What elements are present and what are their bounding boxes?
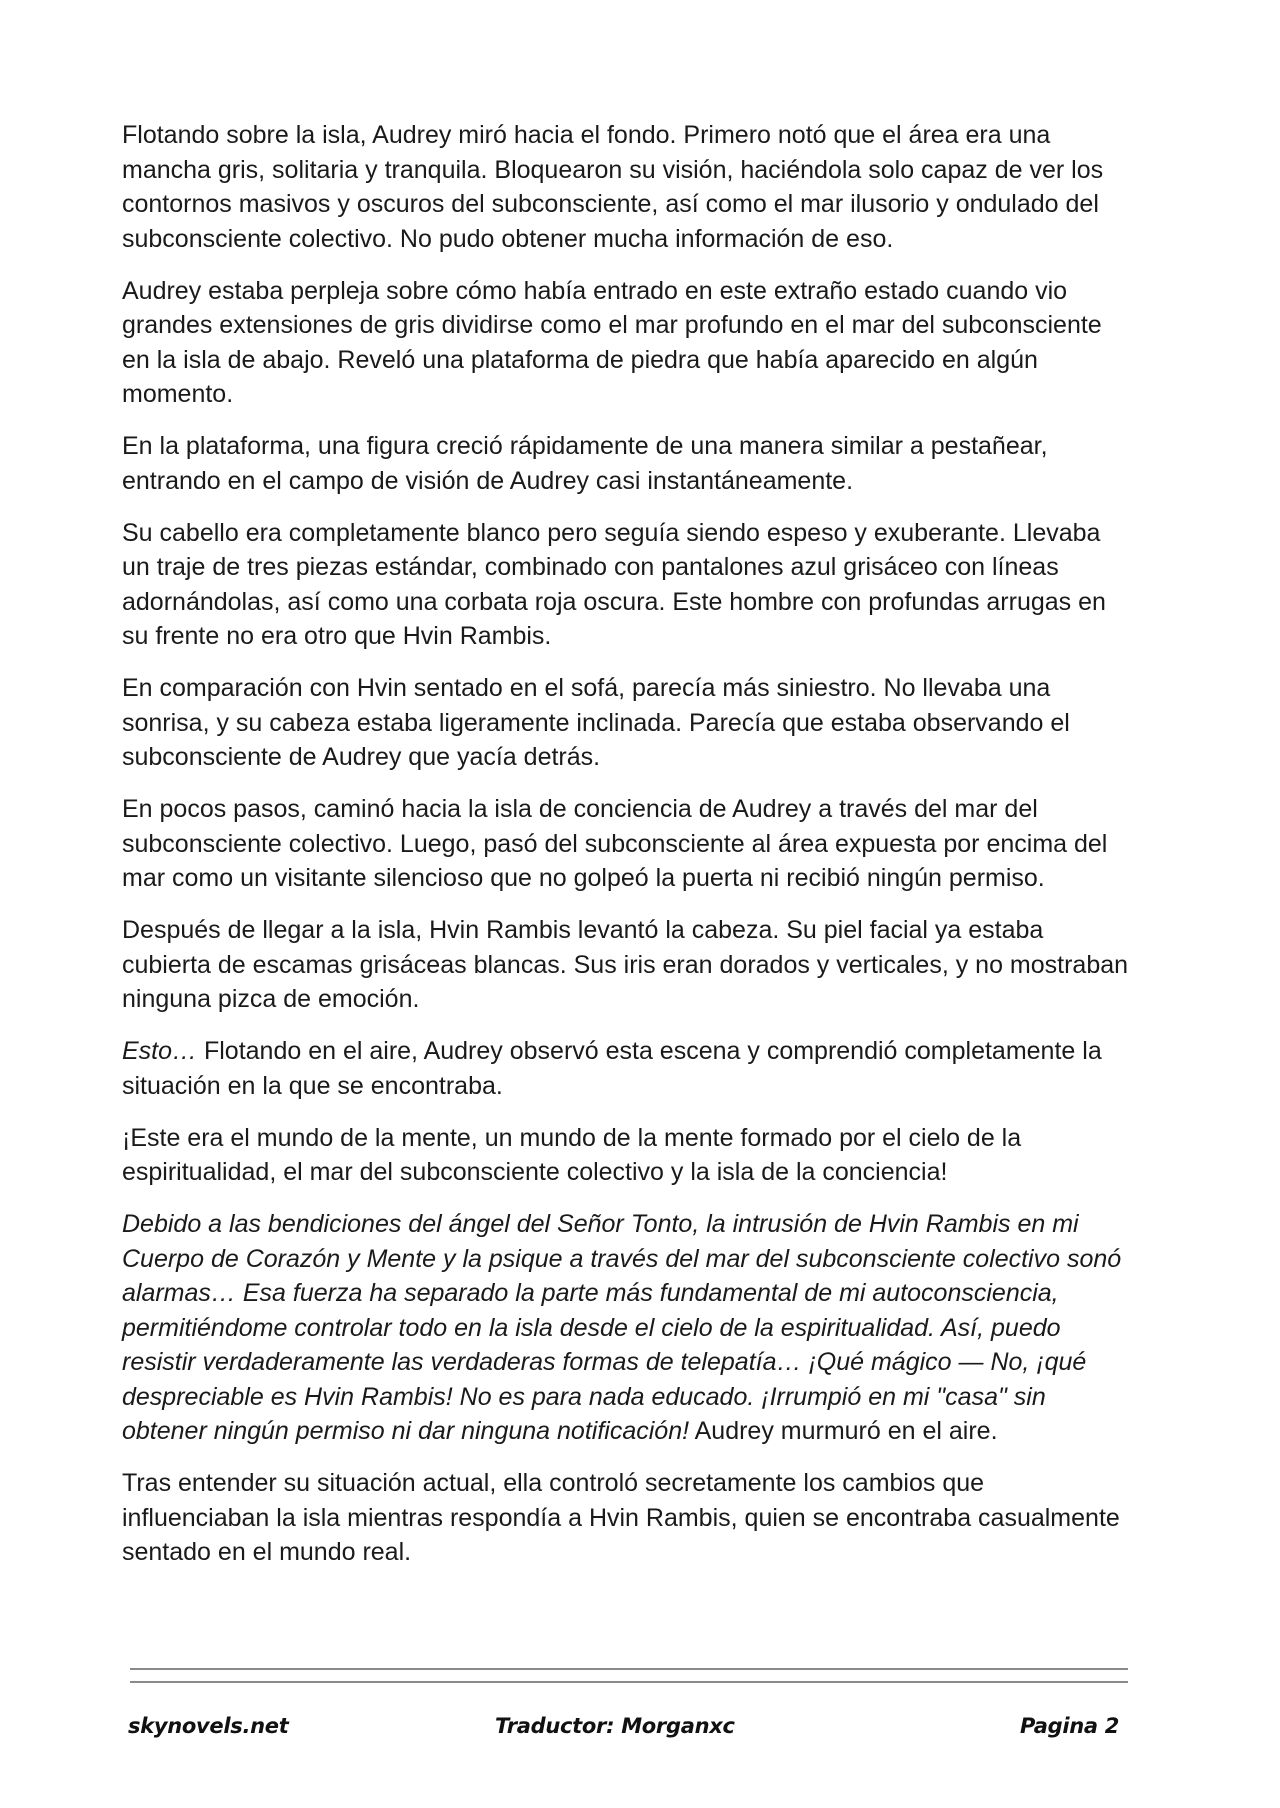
footer-translator: Traductor: Morganxc <box>495 1714 735 1738</box>
paragraph-3: En la plataforma, una figura creció rápidamente de una manera similar a pestañear, entrando en el campo de visión de Audrey casi instantáneamente. <box>122 432 1048 495</box>
paragraph-4: Su cabello era completamente blanco pero seguía siendo espeso y exuberante. Llevaba un traje de tres piezas estándar, combinado con pantalones azul grisáceo con líneas adornándolas, así como una corbata roja oscura. Este hombre con profundas arrugas en su frente no era otro que Hvin Rambis. <box>122 518 1106 650</box>
paragraph-6: En pocos pasos, caminó hacia la isla de conciencia de Audrey a través del mar del subconsciente colectivo. Luego, pasó del subconsciente al área expuesta por encima del mar como un visitante silencioso que no golpeó la puerta ni recibió ningún permiso. <box>122 795 1108 892</box>
footer-page-number: Pagina 2 <box>1020 1714 1120 1738</box>
footer-divider-bottom <box>130 1681 1128 1683</box>
paragraph-8: Esto… Flotando en el aire, Audrey observó esta escena y comprendió completamente la situación en la que se encontraba. <box>122 1037 1102 1100</box>
paragraph-2: Audrey estaba perpleja sobre cómo había entrado en este extraño estado cuando vio grandes extensiones de gris dividirse como el mar profundo en el mar del subconsciente en la isla de abajo. Reveló una plataforma de piedra que había aparecido en algún momento. <box>122 276 1102 408</box>
footer-divider-top <box>130 1668 1128 1670</box>
paragraph-7: Después de llegar a la isla, Hvin Rambis levantó la cabeza. Su piel facial ya estaba cubierta de escamas grisáceas blancas. Sus iris eran dorados y verticales, y no mostraban ninguna pizca de emoción. <box>122 916 1129 1013</box>
italic-thought: Esto… <box>122 1037 198 1065</box>
italic-thought: Debido a las bendiciones del ángel del Señor Tonto, la intrusión de Hvin Rambis en mi Cuerpo de Corazón y Mente y la psique a través del mar del subconsciente colectivo sonó alarmas… Esa fuerza ha separado la parte más fundamental de mi autoconsciencia, permitiéndome controlar todo en la isla desde el cielo de la espiritualidad. Así, puedo resistir verdaderamente las verdaderas formas de telepatía… ¡Qué mágico — No, ¡qué despreciable es Hvin Rambis! No es para nada educado. ¡Irrumpió en mi "casa" sin obtener ningún permiso ni dar ninguna notificación! <box>122 1210 1122 1445</box>
paragraph-5: En comparación con Hvin sentado en el sofá, parecía más siniestro. No llevaba una sonrisa, y su cabeza estaba ligeramente inclinada. Parecía que estaba observando el subconsciente de Audrey que yacía detrás. <box>122 674 1070 771</box>
paragraph-11: Tras entender su situación actual, ella controló secretamente los cambios que influenciaban la isla mientras respondía a Hvin Rambis, quien se encontraba casualmente sentado en el mundo real. <box>122 1469 1120 1566</box>
footer-site: skynovels.net <box>128 1714 289 1738</box>
paragraph-10: Debido a las bendiciones del ángel del Señor Tonto, la intrusión de Hvin Rambis en mi Cuerpo de Corazón y Mente y la psique a través del mar del subconsciente colectivo sonó alarmas… Esa fuerza ha separado la parte más fundamental de mi autoconsciencia, permitiéndome controlar todo en la isla desde el cielo de la espiritualidad. Así, puedo resistir verdaderamente las verdaderas formas de telepatía… ¡Qué mágico — No, ¡qué despreciable es Hvin Rambis! No es para nada educado. ¡Irrumpió en mi "casa" sin obtener ningún permiso ni dar ninguna notificación! Audrey murmuró en el aire. <box>122 1210 1122 1445</box>
paragraph-1: Flotando sobre la isla, Audrey miró hacia el fondo. Primero notó que el área era una mancha gris, solitaria y tranquila. Bloquearon su visión, haciéndola solo capaz de ver los contornos masivos y oscuros del subconsciente, así como el mar ilusorio y ondulado del subconsciente colectivo. No pudo obtener mucha información de eso. <box>122 121 1104 253</box>
paragraph-9: ¡Este era el mundo de la mente, un mundo de la mente formado por el cielo de la espiritualidad, el mar del subconsciente colectivo y la isla de la conciencia! <box>122 1123 1022 1186</box>
document-body <box>122 118 1134 1587</box>
